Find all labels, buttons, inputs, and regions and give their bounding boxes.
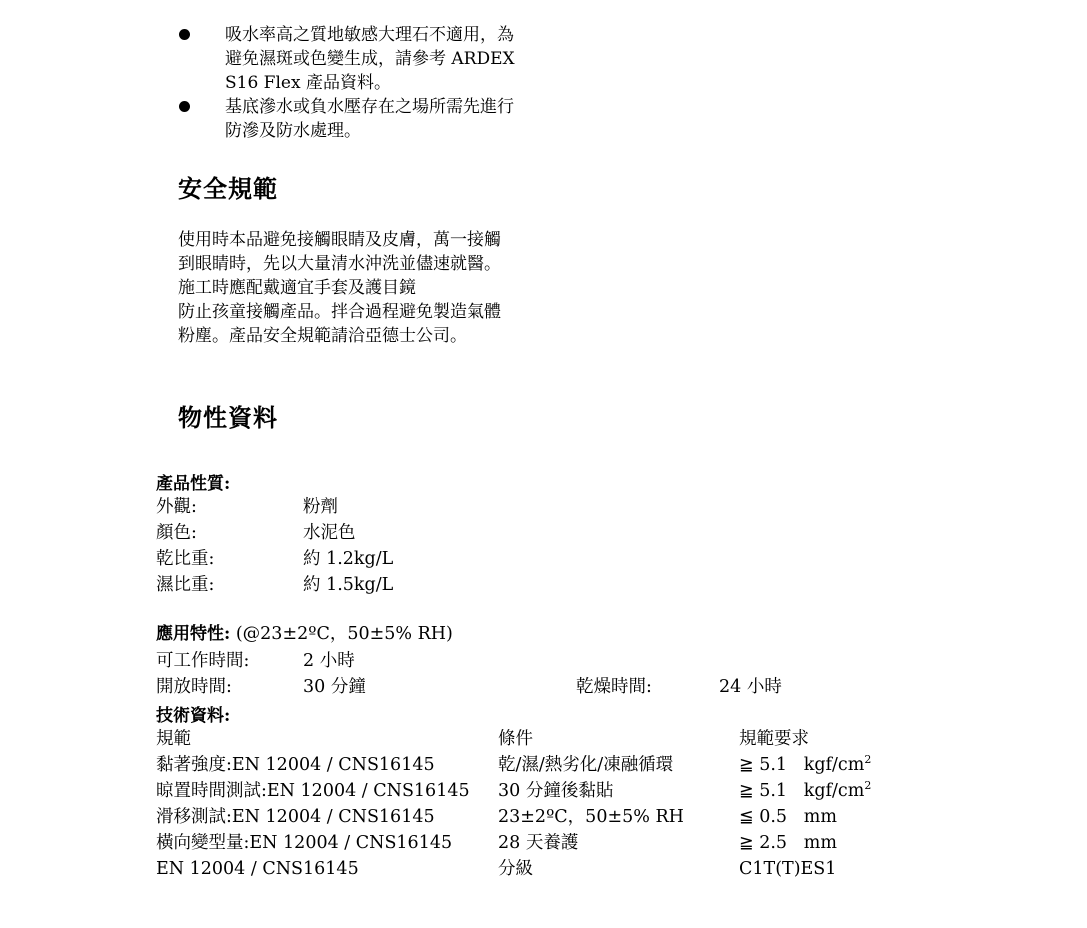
dry-time-label: 乾燥時間: — [576, 677, 652, 697]
tech-cond: 分級 — [498, 859, 533, 879]
tech-cond: 28 天養護 — [498, 833, 579, 853]
tech-req-value: ≦ 0.5 mm — [739, 807, 837, 827]
product-props-title: 產品性質: — [156, 474, 231, 494]
prop-value: 約 1.5kg/L — [303, 575, 394, 595]
tech-cond: 乾/濕/熱劣化/凍融循環 — [498, 755, 674, 775]
prop-label: 顏色: — [156, 523, 197, 543]
prop-value: 水泥色 — [303, 523, 356, 543]
bullet-line: 基底滲水或負水壓存在之場所需先進行 — [225, 97, 514, 117]
bullet-text — [225, 95, 514, 143]
tech-req-value: ≧ 2.5 mm — [739, 833, 837, 853]
tech-req-sup: 2 — [864, 753, 872, 766]
tech-req — [739, 778, 871, 804]
bullet-line: 防滲及防水處理。 — [225, 121, 361, 141]
work-time-value: 2 小時 — [303, 651, 355, 671]
safety-line: 施工時應配戴適宜手套及護目鏡 — [178, 278, 416, 298]
tech-cond: 30 分鐘後黏貼 — [498, 781, 614, 801]
application-condition: (@23±2ºC，50±5% RH) — [230, 624, 453, 644]
tech-req — [739, 752, 871, 778]
tech-spec: 晾置時間測試:EN 12004 / CNS16145 — [156, 781, 470, 801]
tech-req-sup: 2 — [864, 779, 872, 792]
prop-value: 約 1.2kg/L — [303, 549, 394, 569]
technical-title: 技術資料: — [156, 706, 231, 726]
tech-header-req: 規範要求 — [739, 729, 809, 749]
bullet-line: 吸水率高之質地敏感大理石不適用，為 — [225, 25, 514, 45]
tech-req — [739, 804, 837, 830]
safety-paragraph — [178, 228, 501, 348]
application-title: 應用特性: — [156, 624, 231, 644]
tech-spec: 滑移測試:EN 12004 / CNS16145 — [156, 807, 435, 827]
application-title-row — [156, 621, 453, 647]
dry-time-value: 24 小時 — [719, 677, 782, 697]
tech-req — [739, 830, 837, 856]
tech-header-cond: 條件 — [498, 729, 533, 749]
bullet-icon — [179, 101, 190, 112]
tech-header-spec: 規範 — [156, 729, 191, 749]
safety-line: 粉塵。產品安全規範請洽亞德士公司。 — [178, 326, 467, 346]
tech-spec: EN 12004 / CNS16145 — [156, 859, 359, 879]
prop-label: 濕比重: — [156, 575, 215, 595]
safety-line: 使用時本品避免接觸眼睛及皮膚，萬一接觸 — [178, 230, 501, 250]
tech-req-value: C1T(T)ES1 — [739, 859, 837, 879]
physical-heading: 物性資料 — [178, 403, 278, 432]
tech-req-value: ≧ 5.1 kgf/cm — [739, 755, 865, 775]
open-time-label: 開放時間: — [156, 677, 232, 697]
bullet-icon — [179, 29, 190, 40]
bullet-line: S16 Flex 產品資料。 — [225, 73, 391, 93]
tech-cond: 23±2ºC，50±5% RH — [498, 807, 684, 827]
tech-spec: 橫向變型量:EN 12004 / CNS16145 — [156, 833, 453, 853]
work-time-label: 可工作時間: — [156, 651, 250, 671]
prop-label: 外觀: — [156, 497, 197, 517]
bullet-text — [225, 23, 515, 95]
safety-line: 防止孩童接觸產品。拌合過程避免製造氣體 — [178, 302, 501, 322]
bullet-line: 避免濕斑或色變生成，請參考 ARDEX — [225, 49, 515, 69]
open-time-value: 30 分鐘 — [303, 677, 366, 697]
safety-line: 到眼睛時，先以大量清水沖洗並儘速就醫。 — [178, 254, 501, 274]
prop-value: 粉劑 — [303, 497, 338, 517]
prop-label: 乾比重: — [156, 549, 215, 569]
safety-heading: 安全規範 — [178, 174, 278, 203]
tech-req-value: ≧ 5.1 kgf/cm — [739, 781, 865, 801]
tech-req — [739, 856, 836, 882]
tech-spec: 黏著強度:EN 12004 / CNS16145 — [156, 755, 435, 775]
